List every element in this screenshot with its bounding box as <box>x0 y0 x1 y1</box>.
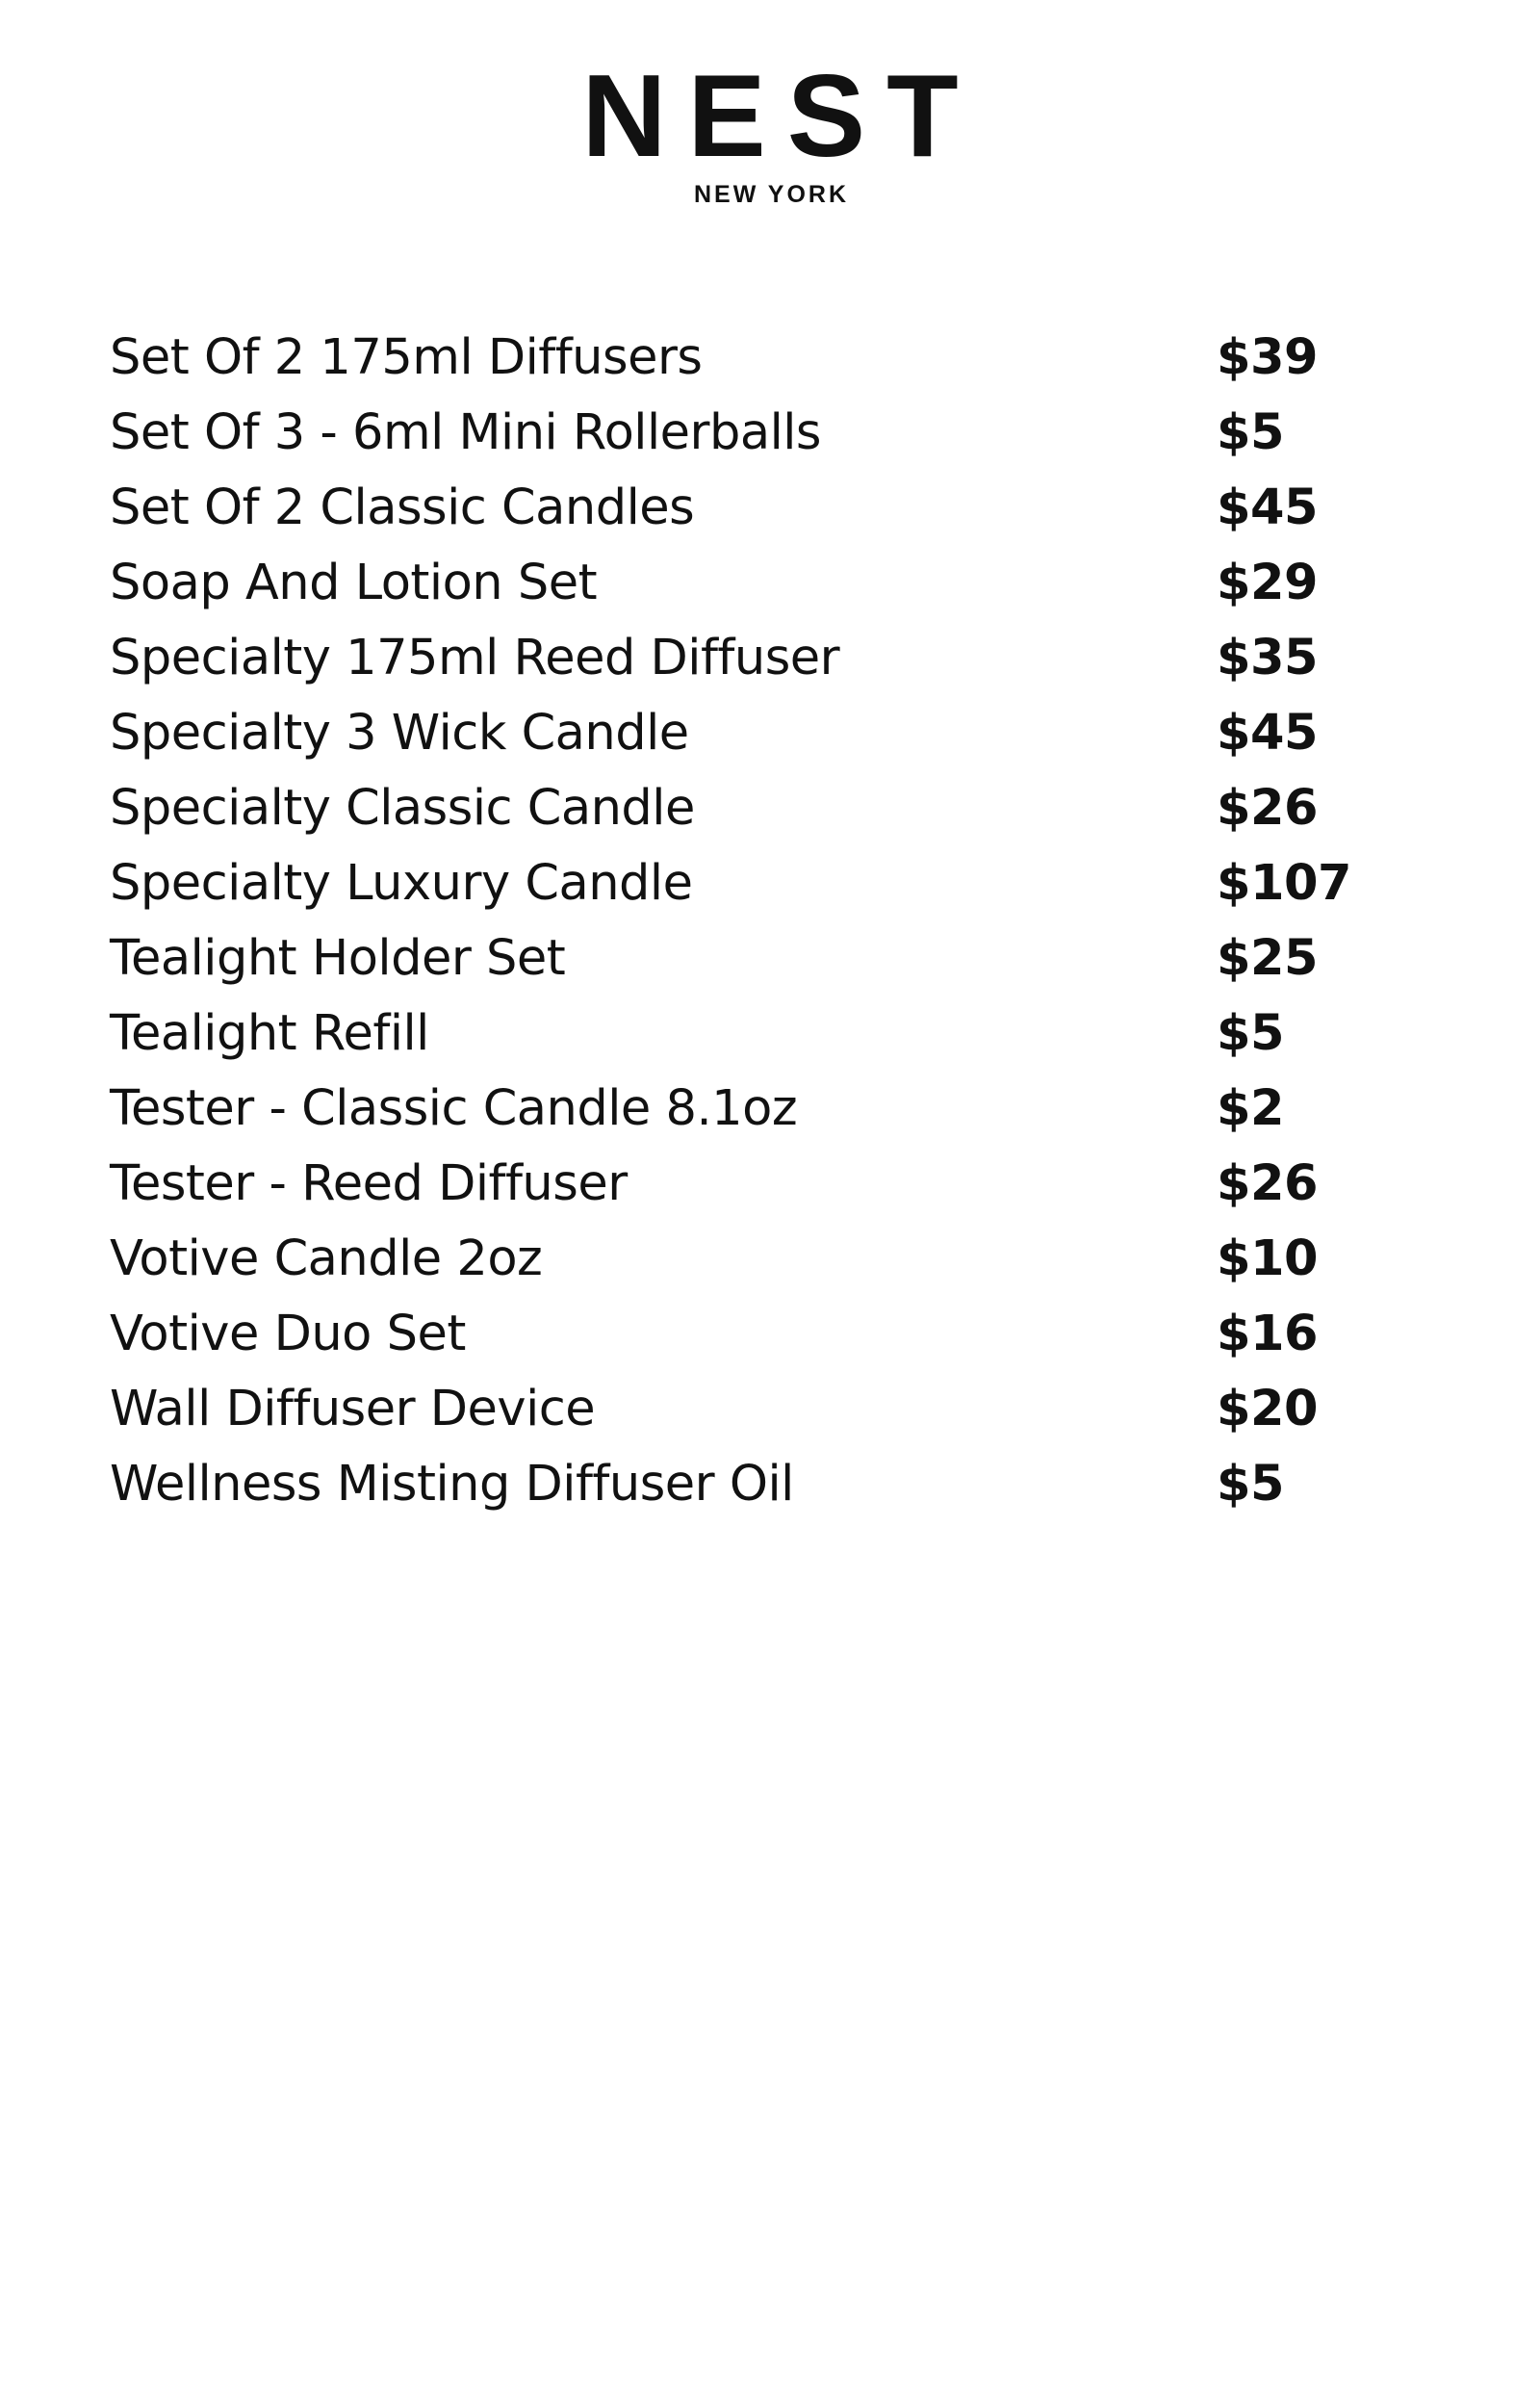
item-price: $26 <box>1217 780 1318 837</box>
price-row <box>110 1297 1361 1372</box>
brand-logo <box>0 50 1540 209</box>
item-name: Tester - Classic Candle 8.1oz <box>110 1080 798 1137</box>
item-name: Votive Candle 2oz <box>110 1230 543 1287</box>
item-name: Set Of 3 - 6ml Mini Rollerballs <box>110 404 821 461</box>
item-price: $20 <box>1217 1381 1318 1437</box>
price-row <box>110 471 1361 546</box>
price-row <box>110 396 1361 471</box>
price-row <box>110 846 1361 921</box>
price-row <box>110 546 1361 621</box>
price-row <box>110 1147 1361 1222</box>
item-name: Tester - Reed Diffuser <box>110 1155 628 1212</box>
item-name: Specialty Classic Candle <box>110 780 695 837</box>
price-row <box>110 1372 1361 1447</box>
item-name: Set Of 2 Classic Candles <box>110 479 695 536</box>
item-price: $35 <box>1217 630 1318 686</box>
brand-name: NEST <box>581 50 980 181</box>
item-price: $16 <box>1217 1306 1318 1362</box>
item-name: Wellness Misting Diffuser Oil <box>110 1456 794 1513</box>
item-price: $25 <box>1217 930 1318 987</box>
price-row <box>110 921 1361 996</box>
price-row <box>110 696 1361 771</box>
item-price: $5 <box>1217 1456 1284 1513</box>
price-row <box>110 1447 1361 1522</box>
item-price: $5 <box>1217 404 1284 461</box>
item-price: $45 <box>1217 705 1318 762</box>
item-name: Votive Duo Set <box>110 1306 466 1362</box>
item-price: $107 <box>1217 855 1351 912</box>
price-list <box>110 321 1361 1522</box>
price-row <box>110 771 1361 846</box>
item-name: Soap And Lotion Set <box>110 555 598 611</box>
item-name: Tealight Refill <box>110 1005 429 1062</box>
item-price: $26 <box>1217 1155 1318 1212</box>
price-row <box>110 621 1361 696</box>
price-row <box>110 1222 1361 1297</box>
price-row <box>110 321 1361 396</box>
price-row <box>110 996 1361 1072</box>
item-price: $10 <box>1217 1230 1318 1287</box>
brand-location: NEW YORK <box>693 181 850 208</box>
item-price: $5 <box>1217 1005 1284 1062</box>
item-name: Specialty 3 Wick Candle <box>110 705 689 762</box>
item-name: Specialty Luxury Candle <box>110 855 693 912</box>
item-name: Tealight Holder Set <box>110 930 566 987</box>
item-price: $29 <box>1217 555 1318 611</box>
item-name: Set Of 2 175ml Diffusers <box>110 329 703 386</box>
item-name: Specialty 175ml Reed Diffuser <box>110 630 840 686</box>
item-price: $39 <box>1217 329 1318 386</box>
item-price: $45 <box>1217 479 1318 536</box>
item-name: Wall Diffuser Device <box>110 1381 596 1437</box>
price-row <box>110 1072 1361 1147</box>
item-price: $2 <box>1217 1080 1284 1137</box>
